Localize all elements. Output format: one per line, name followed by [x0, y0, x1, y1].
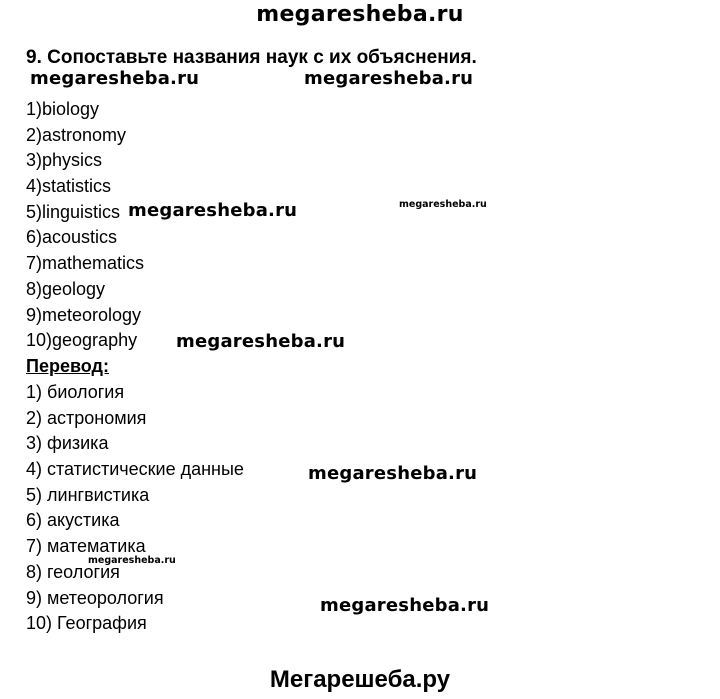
science-item: 8)geology [26, 278, 106, 299]
science-item: 4)statistics [26, 176, 112, 197]
science-item: 9)meteorology [26, 304, 142, 325]
watermark: megaresheba.ru [304, 68, 474, 89]
translation-item: 8) геология [26, 561, 120, 582]
translation-item: 5) лингвистика [26, 484, 150, 505]
science-item: 2)astronomy [26, 124, 127, 145]
translation-list [26, 380, 244, 637]
translation-item: 6) акустика [26, 510, 120, 531]
translation-item: 7) математика [26, 536, 146, 557]
translation-heading: Перевод: [26, 356, 109, 376]
site-header: megaresheba.ru [256, 2, 464, 27]
translation-item: 3) физика [26, 433, 109, 454]
watermark-small: megaresheba.ru [399, 199, 487, 210]
science-item: 10)geography [26, 330, 138, 351]
watermark: megaresheba.ru [128, 200, 298, 221]
science-item: 1)biology [26, 99, 100, 119]
science-item: 7)mathematics [26, 253, 145, 274]
translation-item: 4) статистические данные [26, 459, 244, 480]
watermark: megaresheba.ru [308, 463, 478, 484]
site-footer: Мегарешеба.ру [269, 666, 451, 693]
watermark: megaresheba.ru [320, 595, 490, 616]
watermark: megaresheba.ru [30, 68, 200, 89]
watermark-small: megaresheba.ru [88, 555, 176, 566]
translation-item: 10) География [26, 613, 147, 634]
science-list-english [26, 97, 144, 354]
translation-item: 2) астрономия [26, 407, 147, 428]
watermark: megaresheba.ru [176, 331, 346, 352]
translation-item: 1) биология [26, 382, 125, 402]
task-title: 9. Сопоставьте названия наук с их объяснения. [26, 47, 477, 68]
science-item: 3)physics [26, 150, 103, 171]
science-item: 6)acoustics [26, 227, 118, 248]
science-item: 5)linguistics [26, 201, 121, 222]
translation-item: 9) метеорология [26, 587, 164, 608]
